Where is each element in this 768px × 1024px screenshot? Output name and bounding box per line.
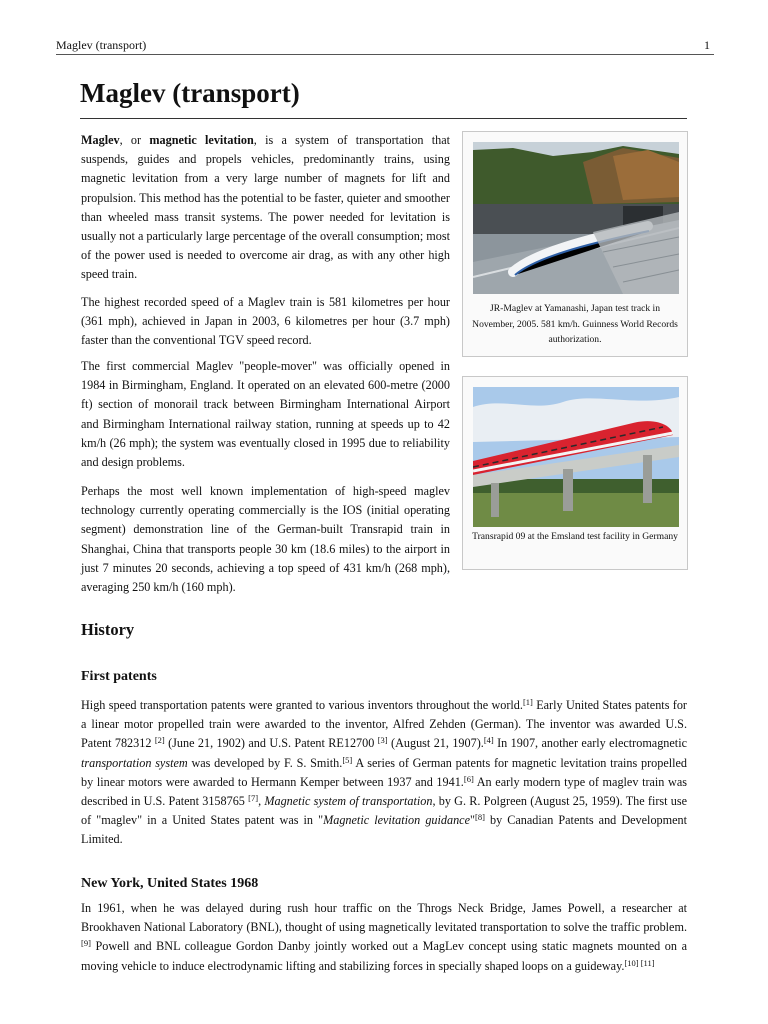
- text-run: In 1907, another early electromagnetic: [493, 736, 687, 751]
- running-header: [56, 38, 714, 55]
- text-run: was developed by F. S. Smith.: [187, 755, 343, 770]
- title-divider: [80, 118, 687, 119]
- text-run: Early United States patents for a linear motor propelled train were awarded to the inventor, Alfred Zehden (German). The inventor was awarded U.S. Patent 782312: [81, 698, 687, 751]
- term-maglev: Maglev: [81, 133, 120, 147]
- text-run: An early modern type of maglev train was described in U.S. Patent 3158765: [81, 774, 687, 809]
- citation[interactable]: [8]: [474, 812, 485, 823]
- first-patents-paragraph: [81, 696, 687, 850]
- new-york-paragraph: [81, 899, 687, 976]
- text-run: High speed transportation patents were granted to various inventors throughout the world.: [81, 698, 523, 712]
- citation[interactable]: [9]: [81, 938, 91, 949]
- citation[interactable]: [6]: [463, 773, 474, 784]
- term-magnetic-levitation: magnetic levitation: [149, 133, 254, 147]
- text-run: Powell and BNL colleague Gordon Danby jointly worked out a MagLev concept using static magnets mounted on a moving vehicle to induce electrodynamic lifting and stabilizing forces in specially shaped loops on a guideway.: [81, 939, 687, 973]
- text-run: , is a system of transportation that suspends, guides and propels vehicles, predominantly trains, using magnetic levitation from a very large number of magnets for lift and propulsion. This method has the potential to be faster, quieter and smoother than wheeled mass transit systems. The power needed for levitation is usually not a particularly large percentage of the overall consumption; most of the power used is needed to overcome air drag, as with any other high speed train.: [81, 133, 450, 282]
- subsection-heading-new-york: New York, United States 1968: [81, 876, 259, 891]
- text-run: A series of German patents for magnetic levitation trains propelled by linear motors were awarded to Hermann Kemper between 1937 and 1941.: [81, 755, 688, 789]
- text-run: (August 21, 1907).: [387, 736, 484, 751]
- figure-1-caption: JR-Maglev at Yamanashi, Japan test track in November, 2005. 581 km/h. Guinness World Records authorization.: [472, 303, 678, 345]
- text-run: ,: [258, 794, 265, 809]
- citation[interactable]: [4]: [483, 735, 494, 746]
- subsection-heading-first-patents: First patents: [81, 669, 157, 684]
- text-run: , or: [119, 133, 150, 147]
- jr-maglev-photo: [473, 142, 679, 294]
- italic-term: Magnetic levitation guidance: [323, 813, 470, 828]
- figure-jr-maglev: [462, 131, 688, 357]
- figure-2-caption: Transrapid 09 at the Emsland test facility in Germany: [472, 531, 678, 542]
- citation[interactable]: [3]: [377, 735, 388, 746]
- running-header-title: Maglev (transport): [56, 38, 147, 52]
- text-run: In 1961, when he was delayed during rush hour traffic on the Throgs Neck Bridge, James Powell, a researcher at Brookhaven National Laboratory (BNL), thought of using magnetically levitated transportation to solve the traffic problem.: [81, 901, 687, 935]
- intro-paragraph-4: Perhaps the most well known implementation of high-speed maglev technology currently operating commercially is the IOS (initial operating segment) demonstration line of the German-built Transrapid train in Shanghai, China that transports people 30 km (18.6 miles) to the airport in just 7 minutes 20 seconds, achieving a top speed of 431 km/h (268 mph), averaging 250 km/h (160 mph).: [81, 484, 450, 595]
- intro-paragraph-2: The highest recorded speed of a Maglev train is 581 kilometres per hour (361 mph), achieved in Japan in 2003, 6 kilometres per hour (3.7 mph) faster than the conventional TGV speed record.: [81, 295, 450, 348]
- article-title: Maglev (transport): [80, 78, 300, 108]
- text-run: , by G. R. Polgreen (August 25, 1959). The first use of "maglev" in a United States patent was in ": [81, 794, 687, 828]
- text-run: by Canadian Patents and Development Limited.: [81, 813, 687, 847]
- figure-transrapid: [462, 376, 688, 570]
- citation[interactable]: [10] [11]: [624, 957, 655, 968]
- transrapid-photo: [473, 387, 679, 527]
- citation[interactable]: [7]: [248, 793, 259, 804]
- citation[interactable]: [5]: [342, 754, 353, 765]
- text-run: (June 21, 1902) and U.S. Patent RE12700: [164, 736, 378, 751]
- section-heading-history: History: [81, 620, 135, 639]
- intro-paragraph-1: [81, 131, 450, 285]
- italic-term: Magnetic system of transportation: [264, 794, 433, 809]
- citation[interactable]: [1]: [522, 697, 533, 707]
- citation[interactable]: [2]: [154, 735, 165, 746]
- text-run: ": [470, 813, 475, 828]
- italic-term: transportation system: [81, 755, 188, 770]
- page-number: 1: [704, 38, 710, 52]
- intro-paragraph-3: The first commercial Maglev "people-mover" was officially opened in 1984 in Birmingham, England. It operated on an elevated 600-metre (2000 ft) section of monorail track between Birmingham International Airport and Birmingham International railway station, running at speeds up to 42 km/h (26 mph); the system was eventually closed in 1995 due to reliability and design problems.: [81, 359, 450, 470]
